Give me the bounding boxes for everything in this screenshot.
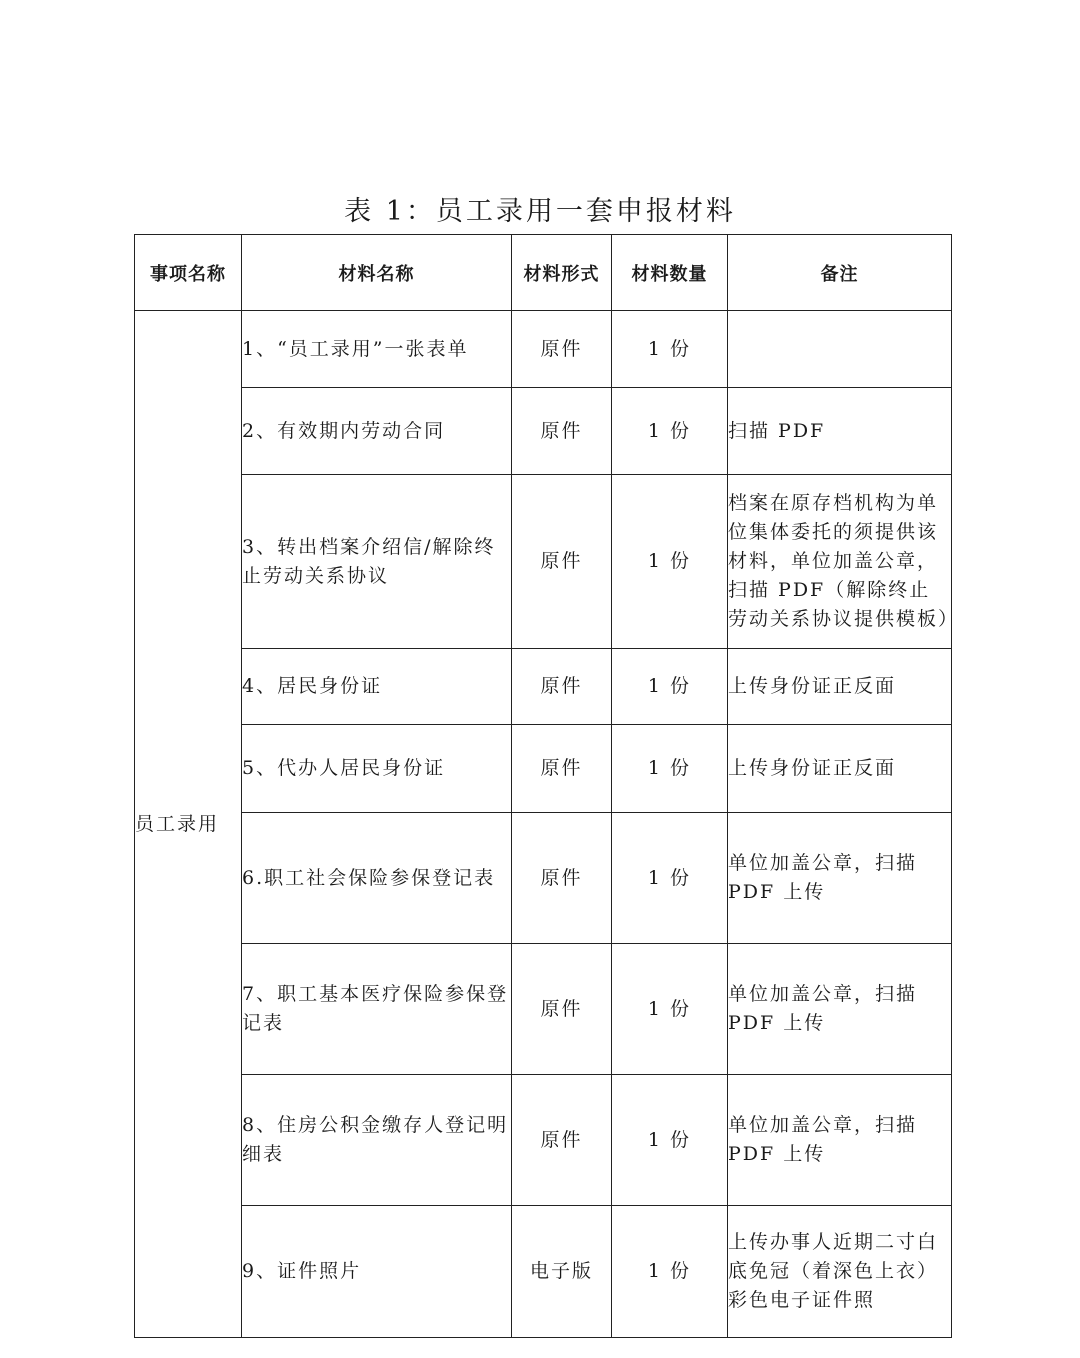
material-form-cell: 原件: [512, 813, 612, 944]
material-quantity-cell: 1 份: [612, 725, 728, 813]
note-cell: 上传身份证正反面: [728, 725, 952, 813]
material-name-cell: 8、住房公积金缴存人登记明细表: [242, 1075, 512, 1206]
material-name-cell: 7、职工基本医疗保险参保登记表: [242, 944, 512, 1075]
note-cell: 档案在原存档机构为单位集体委托的须提供该材料，单位加盖公章，扫描 PDF（解除终止劳动关系协议提供模板）: [728, 475, 952, 649]
header-material-quantity: 材料数量: [612, 235, 728, 311]
note-cell: 单位加盖公章，扫描 PDF 上传: [728, 1075, 952, 1206]
table-title: 表 1：员工录用一套申报材料: [344, 196, 736, 227]
header-item-name: 事项名称: [135, 235, 242, 311]
note-cell: 扫描 PDF: [728, 388, 952, 475]
material-quantity-cell: 1 份: [612, 649, 728, 725]
header-row: [135, 235, 952, 311]
material-quantity-cell: 1 份: [612, 1206, 728, 1338]
material-form-cell: 原件: [512, 649, 612, 725]
materials-table: [134, 234, 960, 1338]
table-row: [135, 1206, 952, 1338]
material-quantity-cell: 1 份: [612, 311, 728, 388]
table-row: [135, 311, 952, 388]
material-quantity-cell: 1 份: [612, 944, 728, 1075]
table-row: [135, 649, 952, 725]
material-form-cell: 原件: [512, 944, 612, 1075]
material-quantity-cell: 1 份: [612, 475, 728, 649]
material-quantity-cell: 1 份: [612, 1075, 728, 1206]
material-name-cell: 3、转出档案介绍信/解除终止劳动关系协议: [242, 475, 512, 649]
table-row: [135, 813, 952, 944]
header-material-form: 材料形式: [512, 235, 612, 311]
note-cell: 单位加盖公章，扫描 PDF 上传: [728, 813, 952, 944]
material-form-cell: 电子版: [512, 1206, 612, 1338]
note-cell: [728, 311, 952, 388]
table-row: [135, 1075, 952, 1206]
table-row: [135, 475, 952, 649]
material-form-cell: 原件: [512, 725, 612, 813]
material-name-cell: 4、居民身份证: [242, 649, 512, 725]
material-name-cell: 6.职工社会保险参保登记表: [242, 813, 512, 944]
table-row: [135, 725, 952, 813]
material-form-cell: 原件: [512, 388, 612, 475]
note-cell: 上传办事人近期二寸白底免冠（着深色上衣）彩色电子证件照: [728, 1206, 952, 1338]
material-quantity-cell: 1 份: [612, 388, 728, 475]
table-row: [135, 944, 952, 1075]
note-cell: 单位加盖公章，扫描 PDF 上传: [728, 944, 952, 1075]
material-form-cell: 原件: [512, 1075, 612, 1206]
header-material-name: 材料名称: [242, 235, 512, 311]
material-form-cell: 原件: [512, 475, 612, 649]
material-name-cell: 1、“员工录用”一张表单: [242, 311, 512, 388]
header-note: 备注: [728, 235, 952, 311]
material-name-cell: 9、证件照片: [242, 1206, 512, 1338]
table-row: [135, 388, 952, 475]
material-name-cell: 2、有效期内劳动合同: [242, 388, 512, 475]
material-name-cell: 5、代办人居民身份证: [242, 725, 512, 813]
item-name-cell: 员工录用: [135, 311, 242, 1338]
material-quantity-cell: 1 份: [612, 813, 728, 944]
note-cell: 上传身份证正反面: [728, 649, 952, 725]
material-form-cell: 原件: [512, 311, 612, 388]
